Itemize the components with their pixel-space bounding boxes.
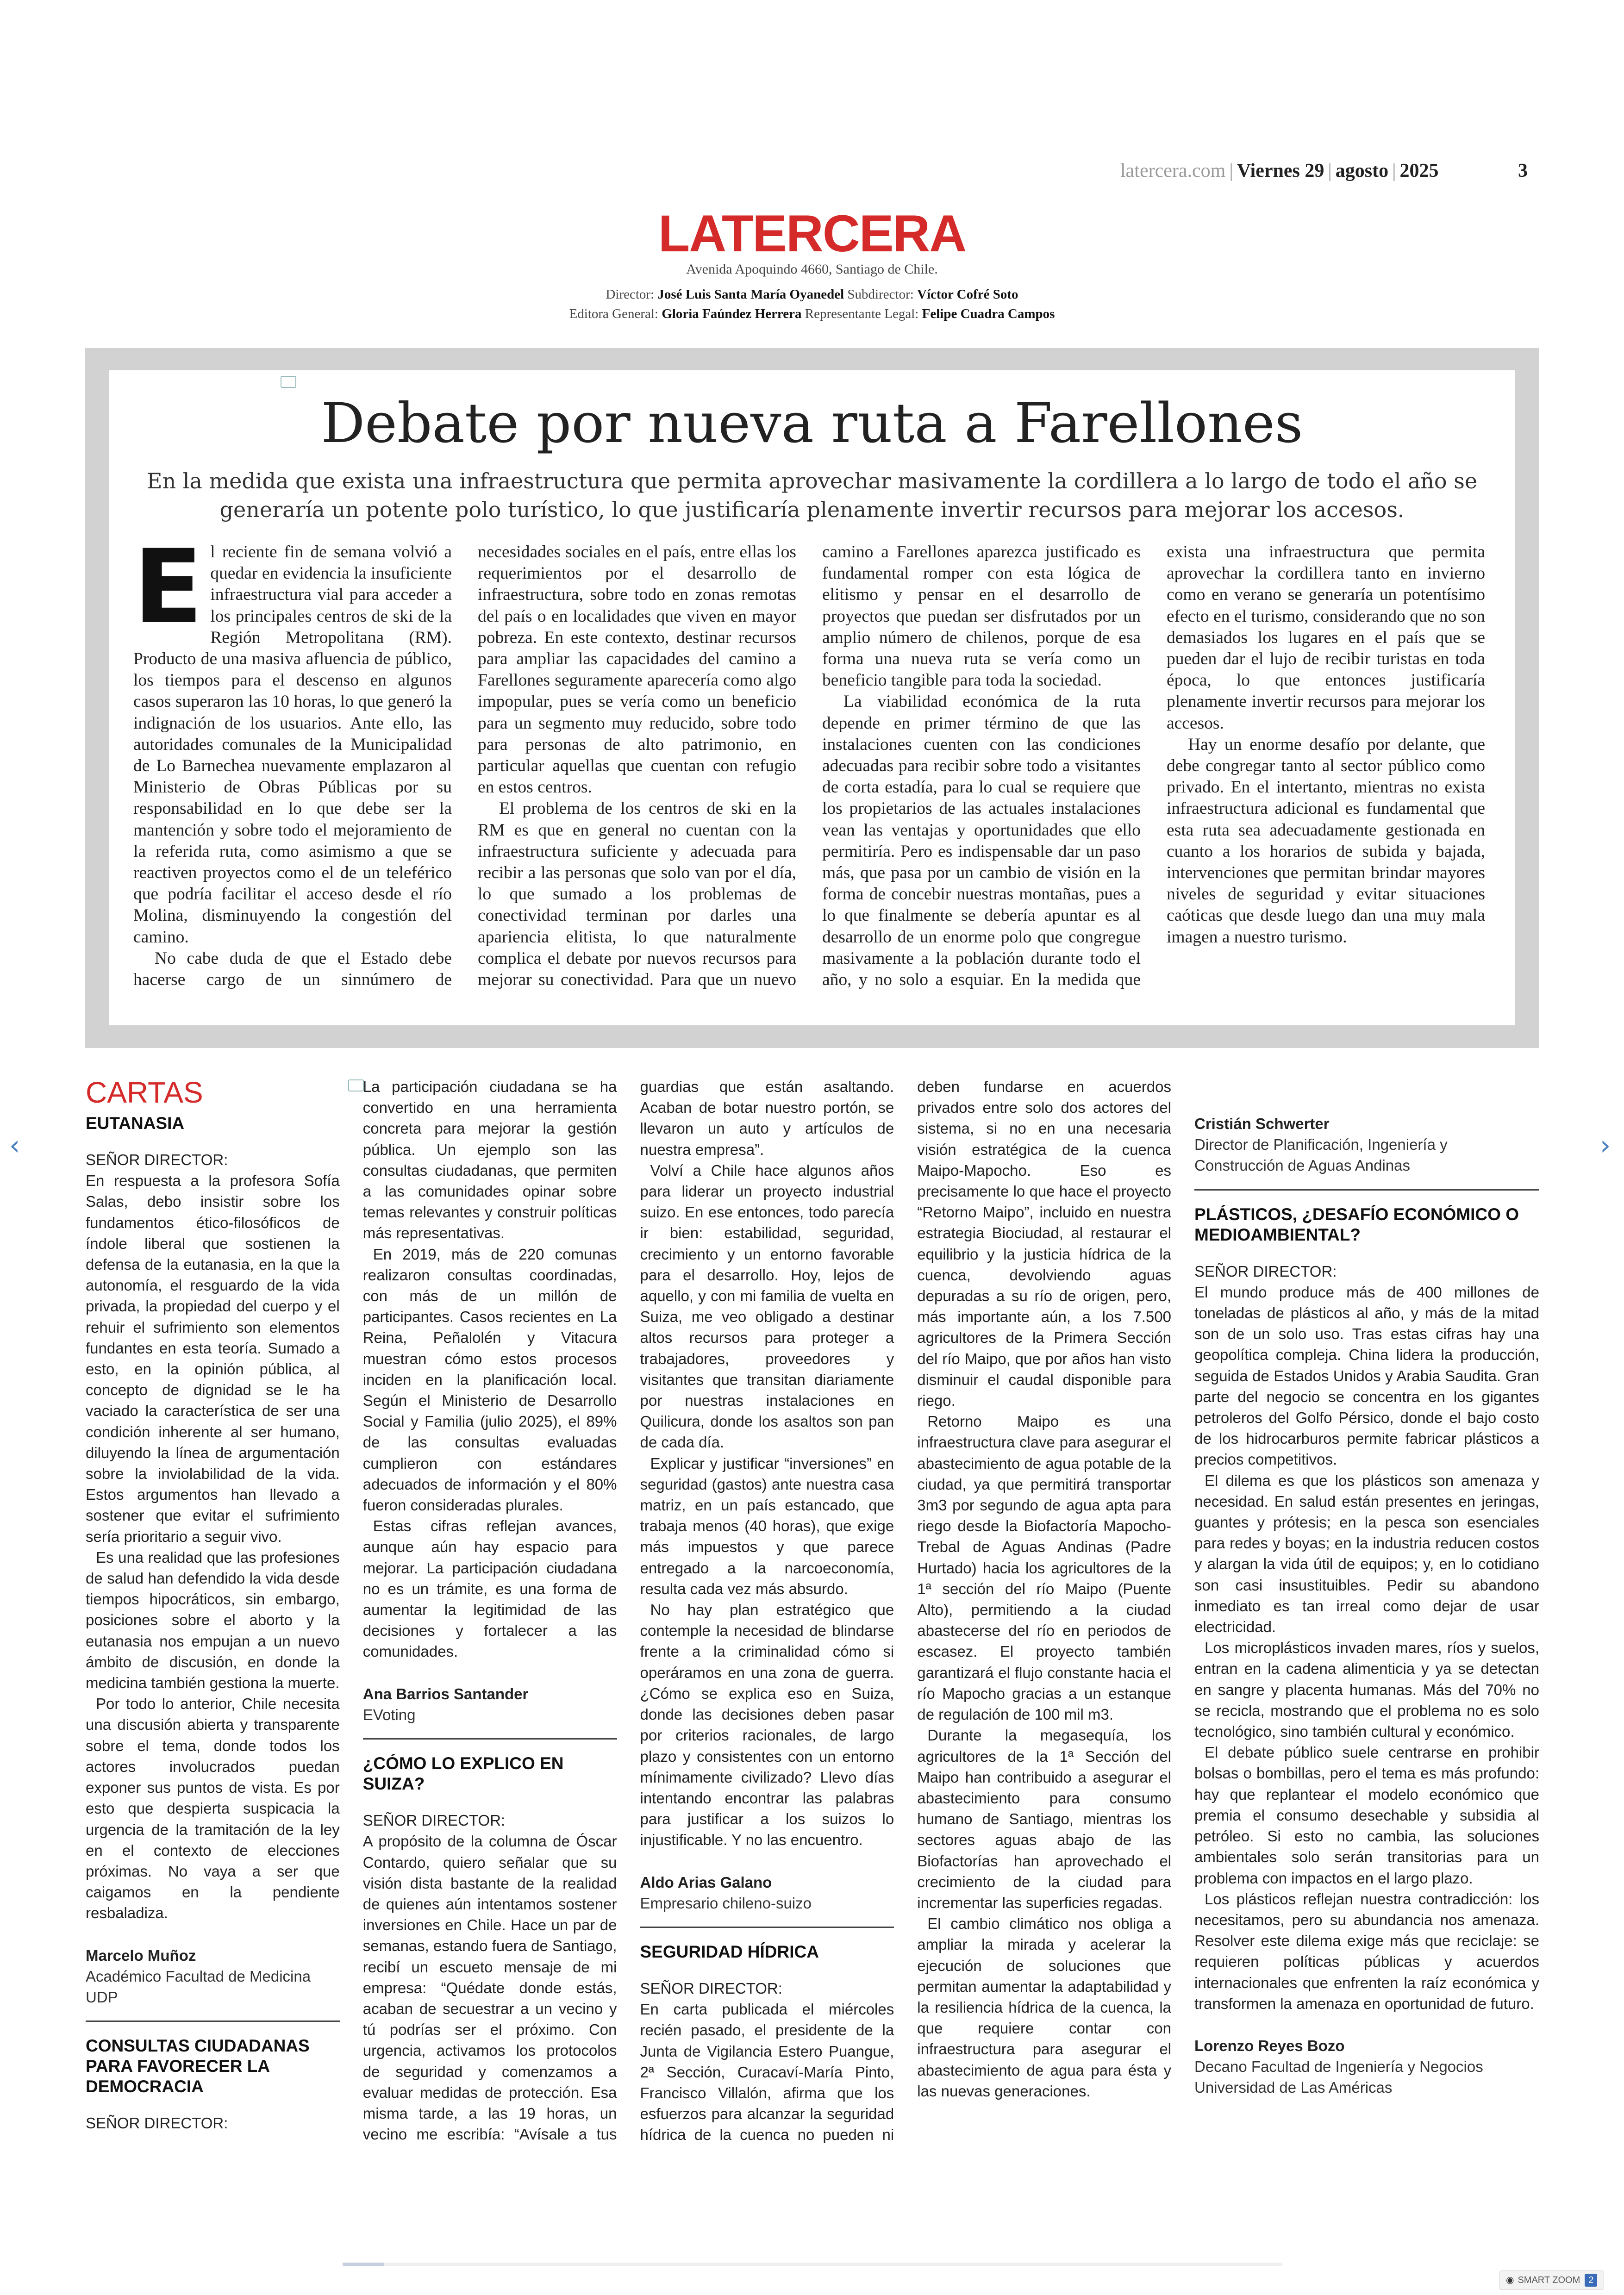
editorial-paragraph: Hay un enorme desafío por delante, que debe congregar tanto al sector público como privado. En el intertanto, mientras no exista infraestructura adicional es fundamental que esta ruta sea adecuadamente gestionada en cuanto a los horarios de subida y bajada, intervenciones que permitan brindar mayores niveles de seguridad y evitar situaciones caóticas que desde luego dan una muy mala imagen a nuestro turismo. — [1167, 735, 1485, 947]
letter-paragraph: El mundo produce más de 400 millones de toneladas de plásticos al año, y más de la mitad son de un solo uso. Tras estas cifras hay una geopolítica compleja. China lidera la producción, seguida de Estados Unidos y Arabia Saudita. Gran parte del negocio se concentra en los gigantes petroleros del Golfo Pérsico, donde el bajo costo de los hidrocarburos permite fabricar plásticos a precios competitivos. — [1194, 1283, 1539, 1468]
letter-affiliation: Académico Facultad de Medicina UDP — [86, 1967, 311, 2006]
letter-signature: Ana Barrios Santander — [362, 1685, 529, 1703]
eye-icon: ◉ — [1506, 2275, 1514, 2285]
letter-paragraph: Retorno Maipo es una infraestructura clave para asegurar el abastecimiento de agua potable de la ciudad, ya que permitirá transportar 3m3 por segundo de agua apta para riego desde la Biofactoría Mapocho-Trebal de Aguas Andinas (Padre Hurtado) hacia los agricultores de la 1ª sección del río Maipo (Puente Alto), permitiendo a la ciudad abastecerse del río en periodos de escasez. El proyecto también garantizará el flujo constante hacia el río Mapocho gracias a un estanque de regulación de 100 mil m3. — [917, 1413, 1171, 1723]
staff-line-2: Editora General: Gloria Faúndez Herrera Representante Legal: Felipe Cuadra Campos — [569, 306, 1055, 321]
editorial-paragraph: El problema de los centros de ski en la RM es que en general no cuentan con la infraestructura suficiente y adecuada para recibir a las personas que solo van por el día, lo que sumado a los problemas de conectividad terminan por darles una apariencia elitista, lo que naturalmente complica el debate por nuevos recursos para mejorar su conectividad. Para que un nuevo camino a Farellones aparezca justificado es fundamental romper con esta lógica de elitismo y pensar en el desarrollo de proyectos que puedan ser disfrutados por un amplio número de chilenos, porque de esa forma una nueva ruta se vería como un beneficio tangible para toda la sociedad. — [478, 543, 1141, 990]
letter-signature: Cristián Schwerter — [1194, 1115, 1330, 1132]
letter-headline: CONSULTAS CIUDADANAS PARA FAVORECER LA DEMOCRACIA — [86, 2036, 310, 2096]
letter-paragraph: En 2019, más de 220 comunas realizaron consultas coordinadas, con más de un millón de participantes. Casos recientes en La Reina, Peñalolén y Vitacura muestran cómo estos procesos inciden en la planificación local. Según el Ministerio de Desarrollo Social y Familia (julio 2025), el 89% de las consultas evaluadas cumplieron con estándares adecuados de información y el 80% fueron consideradas plurales. — [362, 1245, 617, 1514]
chevron-left-icon[interactable]: ‹ — [9, 1129, 20, 1161]
letter-paragraph: Durante la megasequía, los agricultores de la 1ª Sección del Maipo han contribuido a asegurar el abastecimiento para consumo humano de Santiago, mientras los sectores aguas abajo de las Biofactorías han aprovechado el crecimiento de la ciudad para incrementar las superficies regadas. — [917, 1727, 1171, 1911]
letter-paragraph: Los microplásticos invaden mares, ríos y suelos, entran en la cadena alimenticia y ya se detectan en sangre y placenta humanas. Más del 70% no se recicla, mostrando que el problema no es solo tecnológico, sino también cultural y económico. — [1194, 1639, 1539, 1740]
letter-paragraph: Estas cifras reflejan avances, aunque aún hay espacio para mejorar. La participación ciudadana no es un trámite, es una forma de aumentar la legitimidad de las decisiones y fortalecer a las comunidades. — [362, 1517, 617, 1660]
divider — [1194, 1189, 1539, 1191]
letter-paragraph: En respuesta a la profesora Sofía Salas, debo insistir sobre los fundamentos ético-filosóficos de índole liberal que sostienen la defensa de la eutanasia, en la que la autonomía, el resguardo de la vida privada, la propiedad del cuerpo y el rehuir el sufrimiento son elementos fundantes en esta teoría. Sumado a esto, en la opinión pública, al concepto de dignidad se le ha vaciado la característica de ser una condición inherente al ser humano, diluyendo la línea de argumentación sobre la inviolabilidad de la vida. Estos argumentos han llevado a sostener que evitar el sufrimiento sería prioritario a seguir vivo. — [86, 1172, 340, 1545]
letter-paragraph: El dilema es que los plásticos son amenaza y necesidad. En salud están presentes en jeringas, guantes y prótesis; en la pesca son esenciales para redes y boyas; en la industria reducen costos y alargan la vida útil de equipos; y, en lo cotidiano son casi insustituibles. Pedir su abandono inmediato es tan irreal como dejar de usar electricidad. — [1194, 1472, 1539, 1636]
editorial-paragraph: La viabilidad económica de la ruta depende en primer término de que las instalaciones cuenten con las condiciones adecuadas para recibir sobre todo a visitantes de corta estadía, para lo cual se requiere que los propietarios de las actuales instalaciones vean las ventajas y oportunidades que ello permitiría. Pero es indispensable dar un paso más, que pasa por un cambio de visión en la forma de concebir nuestras montañas, pues a lo que finalmente se debería apuntar es al desarrollo de un enorme polo que congregue masivamente a la población durante todo el año, y no solo a esquiar. En la medida que exista una infraestructura que permita aprovechar la cordillera tanto en invierno como en verano se generaría un potentísimo efecto en el turismo, considerando que no son demasiados los lugares en el país que se pueden dar el lujo de recibir turistas en toda época, lo que entonces justificaría plenamente invertir recursos para mejorar los accesos. — [822, 543, 1485, 990]
letter-paragraph: Por todo lo anterior, Chile necesita una discusión abierta y transparente sobre el tema, donde todos los actores involucrados puedan exponer sus puntos de vista. Es por esto que despierta suspicacia la urgencia de la tramitación de la ley en el contexto de elecciones próximas. No vaya a ser que caigamos en la pendiente resbaladiza. — [86, 1695, 340, 1922]
folio-year: 2025 — [1399, 160, 1439, 181]
letter-affiliation: Empresario chileno-suizo — [640, 1894, 812, 1912]
divider — [640, 1927, 894, 1928]
zoom-badge: 2 — [1585, 2274, 1597, 2287]
letter-paragraph: El cambio climático nos obliga a ampliar la mirada y acelerar la ejecución de soluciones que permitan aumentar la adaptabilidad y la resiliencia hídrica de la cuenca, la que requiere contar con infraestructura para asegurar el abastecimiento de agua para ésta y las nuevas generaciones. — [917, 1915, 1171, 2100]
letter-signature: Lorenzo Reyes Bozo — [1194, 2037, 1345, 2054]
folio-day: Viernes 29 — [1237, 160, 1324, 181]
letter-paragraph: El debate público suele centrarse en prohibir bolsas o bombillas, pero el tema es más profundo: hay que replantear el modelo económico que premia el consumo desechable y subsidia al petróleo. Si esto no cambia, las soluciones ambientales solo serán transitorias para un problema con impactos en el largo plazo. — [1194, 1744, 1539, 1887]
folio-month: agosto — [1335, 160, 1389, 181]
letter-headline: SEGURIDAD HÍDRICA — [640, 1942, 819, 1961]
letter-headline: PLÁSTICOS, ¿DESAFÍO ECONÓMICO O MEDIOAMBIENTAL? — [1194, 1204, 1519, 1244]
letter-paragraph: A propósito de la columna de Óscar Contardo, quiero señalar que su visión dista bastante de la realidad de quienes aún intentamos sostener inversiones en Chile. Hace un par de semanas, estando fuera de Santiago, recibí un escueto mensaje de mi empresa: “Quédate donde estás, acaban de secuestrar a un vecino y tú podrías ser el próximo. Con urgencia, activamos los protocolos de seguridad y comenzamos a evaluar medidas de protección. Esa misma tarde, a las 19 horas, un vecino me escribía: “Avísale a tus guardias que están asaltando. Acaban de botar nuestro portón, se llevaron un auto y artículos de nuestra empresa”. — [362, 1078, 894, 2143]
letter-paragraph: Volví a Chile hace algunos años para liderar un proyecto industrial suizo. En ese entonces, todo parecía ir bien: estabilidad, seguridad, crecimiento y un entorno favorable para el desarrollo. Hoy, lejos de aquello, y con mi familia de vuelta en Suiza, me veo obligado a destinar altos recursos para proteger a trabajadores, proveedores y visitantes que transitan diariamente por nuestras instalaciones en Quilicura, donde los asaltos son pan de cada día. — [640, 1161, 894, 1451]
letter-affiliation: Decano Facultad de Ingeniería y Negocios Universidad de Las Américas — [1194, 2058, 1483, 2096]
editorial-lead: En la medida que exista una infraestructura que permita aprovechar masivamente la cordillera a lo largo de todo el año se generaría un potente polo turístico, lo que justificaría plenamente invertir recursos para mejorar los accesos. — [146, 468, 1478, 522]
salutation: SEÑOR DIRECTOR: — [86, 1151, 228, 1168]
letter-paragraph: Explicar y justificar “inversiones” en seguridad (gastos) ante nuestra casa matriz, en un país estancado, que trabaja menos (40 horas), que exige más impuestos y que parece entregado a la narcoeconomía, resulta cada vez más absurdo. — [640, 1454, 894, 1597]
smart-zoom-button[interactable] — [1499, 2270, 1604, 2290]
letter-signature: Aldo Arias Galano — [640, 1873, 772, 1891]
letters-section — [86, 1076, 1171, 2145]
salutation: SEÑOR DIRECTOR: — [1194, 1262, 1337, 1280]
letter-paragraph: Es una realidad que las profesiones de salud han defendido la vida desde tiempos hipocráticos, sin embargo, posiciones sobre el aborto y la eutanasia nos empujan a un nuevo ámbito de discusión, en donde la medicina también gestiona la muerte. — [86, 1548, 340, 1692]
letter-headline: EUTANASIA — [86, 1114, 185, 1133]
masthead-address: Avenida Apoquindo 4660, Santiago de Chile. — [686, 262, 938, 277]
letter-paragraph: Los plásticos reflejan nuestra contradicción: los necesitamos, pero su abundancia nos amenaza. Resolver este dilema exige más que reciclaje: se requieren políticas públicas y acuerdos internacionales que enfrenten la raíz económica y transformen la amenaza en oportunidad de futuro. — [1194, 1890, 1539, 2012]
letter-headline: ¿CÓMO LO EXPLICO EN SUIZA? — [362, 1754, 564, 1794]
page-folio: latercera.com | Viernes 29 | agosto | 2025 3 — [1120, 160, 1528, 181]
divider — [86, 2021, 340, 2022]
salutation: SEÑOR DIRECTOR: — [362, 1812, 506, 1829]
salutation: SEÑOR DIRECTOR: — [86, 2114, 228, 2132]
zoom-label: SMART ZOOM — [1518, 2275, 1580, 2285]
editorial-body — [133, 528, 1485, 1009]
salutation: SEÑOR DIRECTOR: — [640, 1979, 782, 1997]
letters-column-4 — [1194, 1076, 1539, 2111]
chevron-right-icon[interactable]: › — [1600, 1129, 1611, 1161]
article-icon[interactable] — [281, 376, 296, 388]
drop-cap: E — [133, 528, 203, 646]
letter-affiliation: EVoting — [362, 1706, 416, 1723]
site-url[interactable]: latercera.com — [1120, 160, 1226, 181]
staff-line-1: Director: José Luis Santa María Oyanedel Subdirector: Víctor Cofré Soto — [606, 287, 1018, 302]
page-number: 3 — [1518, 160, 1528, 181]
editorial-title: Debate por nueva ruta a Farellones — [321, 391, 1303, 455]
masthead-logo: LATERCERA — [658, 205, 966, 262]
editorial-paragraph: No cabe duda de que el Estado debe hacerse cargo de un sinnúmero de necesidades sociales en el país, entre ellas los requerimientos por el desarrollo de infraestructura, sobre todo en zonas remotas del país o en localidades que viven en mayor pobreza. En este contexto, destinar recursos para ampliar las capacidades del camino a Farellones seguramente aparecería como algo impopular, pues se vería como un beneficio para un segmento muy reducido, sobre todo para personas de alto patrimonio, en particular aquellas que cuentan con refugio en estos centros. — [133, 543, 796, 990]
letter-paragraph: No hay plan estratégico que contemple la necesidad de blindarse frente a la criminalidad cómo si operáramos en una zona de guerra. ¿Cómo se explica eso en Suiza, donde las decisiones deben pasar por criterios racionales, de largo plazo y consistentes con un entorno mínimamente civilizado? Llevo días intentando encontrar las palabras para justificar a los suizos lo injustificable. Y no las encuentro. — [640, 1601, 894, 1849]
section-title: CARTAS — [86, 1076, 203, 1109]
letter-paragraph: En carta publicada el miércoles recién pasado, el presidente de la Junta de Vigilancia Estero Puangue, 2ª Sección, Curacaví-María Pinto, Francisco Villalón, afirma que los esfuerzos para alcanzar la seguridad hídrica de la cuenca no pueden ni deben fundarse en acuerdos privados entre solo dos actores del sistema, si no en una necesaria visión estratégica de la cuenca Maipo-Mapocho. Eso es precisamente lo que hace el proyecto “Retorno Maipo”, incluido en nuestra estrategia Biociudad, al restaurar el equilibrio y la justicia hídrica de la cuenca, devolviendo aguas depuradas a su río de origen, pero, más importante aún, a los 7.500 agricultores de la Primera Sección del río Maipo, que por años han visto disminuir el caudal disponible para riego. — [640, 1078, 1171, 2144]
scrollbar-thumb[interactable] — [343, 2263, 384, 2266]
letter-signature: Marcelo Muñoz — [86, 1946, 196, 1964]
editorial-paragraph: l reciente fin de semana volvió a quedar en evidencia la insuficiente infraestructura vial para acceder a los principales centros de ski de la Región Metropolitana (RM). Producto de una masiva afluencia de público, los tiempos para el descenso en algunos casos superaron las 10 horas, lo que generó la indignación de los usuarios. Ante ello, las autoridades comunales de la Municipalidad de Lo Barnechea nuevamente emplazaron al Ministerio de Obras Públicas por su responsabilidad en lo que debe ser la mantención y sobre todo el mejoramiento de la referida ruta, como asimismo a que se reactiven proyectos como el de un teleférico que podría facilitar el acceso desde el río Molina, disminuyendo la congestión del camino. — [133, 543, 452, 947]
letter-affiliation: Director de Planificación, Ingeniería y Construcción de Aguas Andinas — [1194, 1136, 1448, 1174]
letter-paragraph: La participación ciudadana se ha convertido en una herramienta concreta para mejorar la gestión pública. Un ejemplo son las consultas ciudadanas, que permiten a las comunidades opinar sobre temas relevantes y construir políticas más representativas. — [362, 1078, 617, 1242]
divider — [363, 1738, 617, 1740]
scrollbar-track[interactable] — [343, 2263, 1282, 2266]
